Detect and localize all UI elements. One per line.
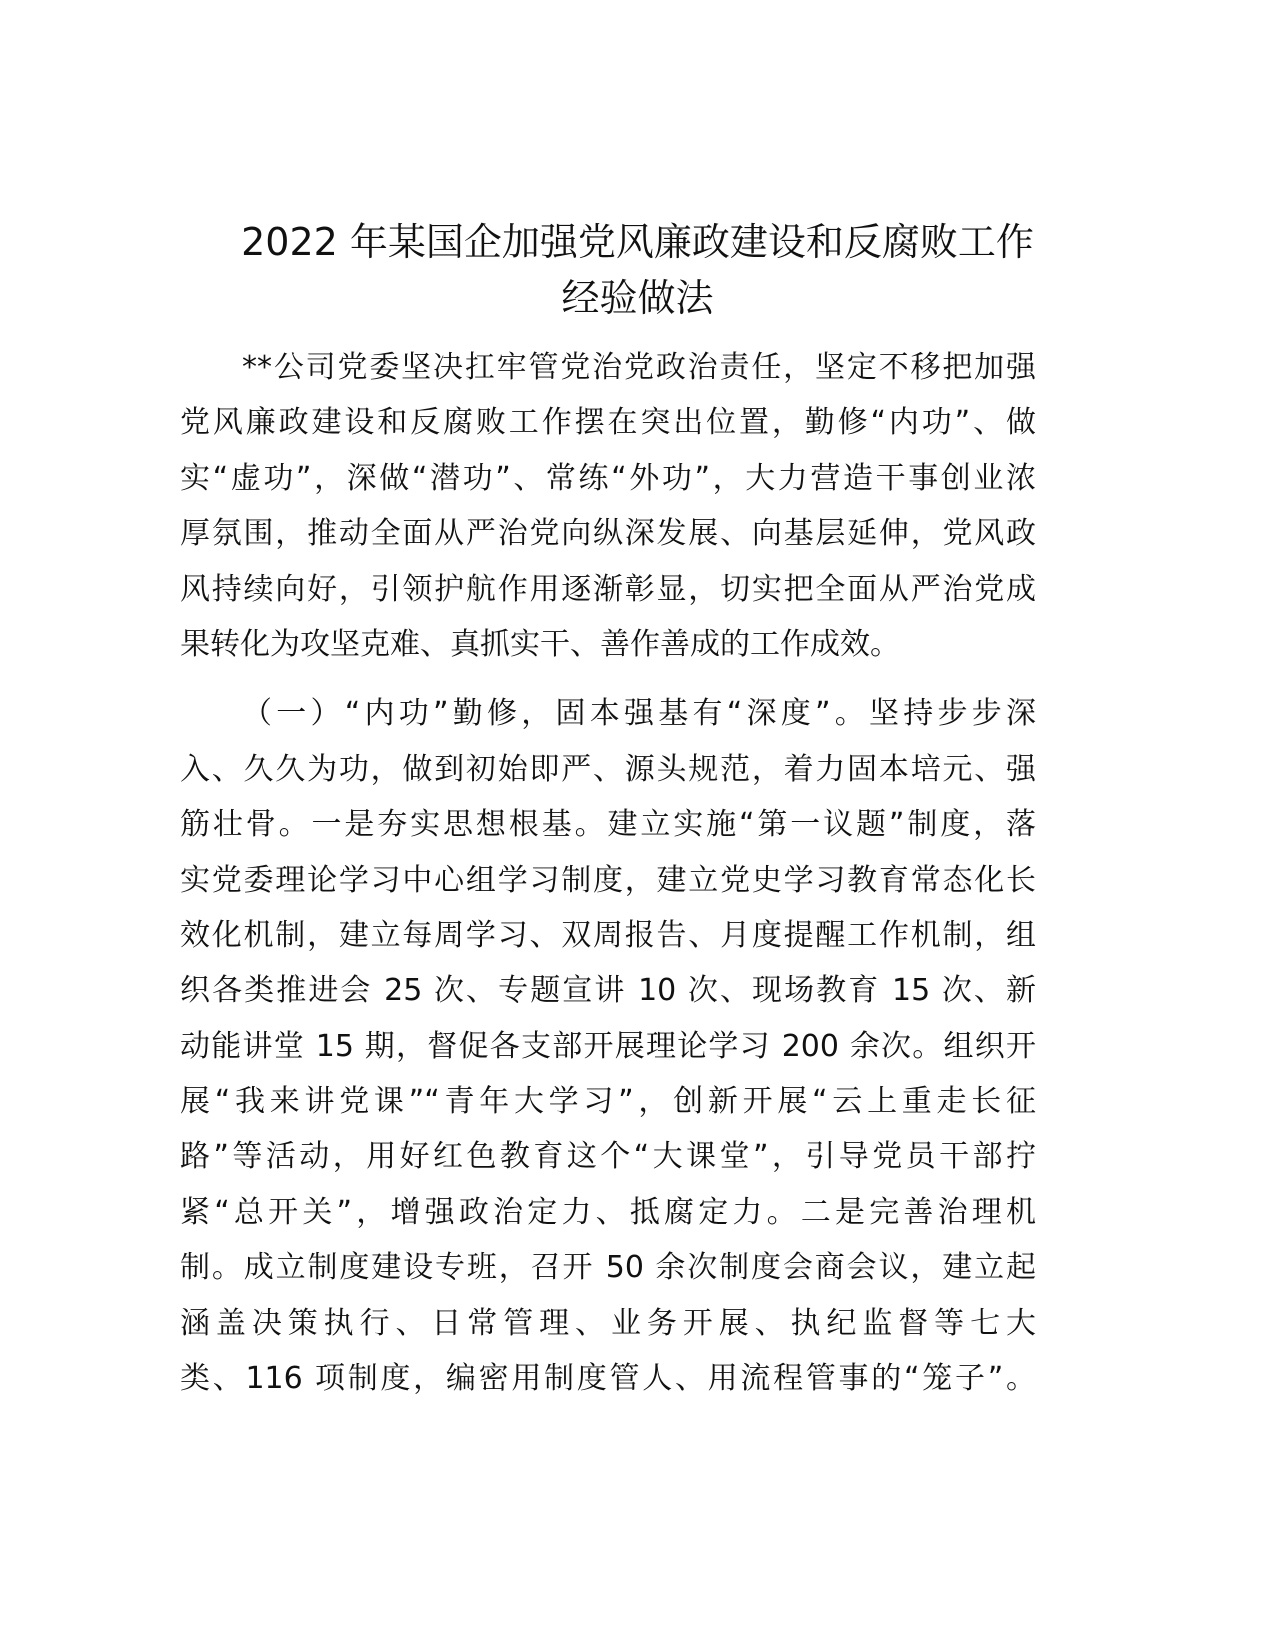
text-line: 制。成立制度建设专班，召开 50 余次制度会商会议，建立起 <box>180 1250 1036 1286</box>
text-line: 动能讲堂 15 期，督促各支部开展理论学习 200 余次。组织开 <box>180 1028 1036 1064</box>
text-line: 紧“总开关”，增强政治定力、抵腐定力。二是完善治理机 <box>180 1194 1036 1230</box>
text-line: 类、116 项制度，编密用制度管人、用流程管事的“笼子”。 <box>180 1361 1036 1397</box>
text-line: **公司党委坚决扛牢管党治党政治责任，坚定不移把加强 <box>242 350 1036 385</box>
document-body <box>180 340 1036 1406</box>
paragraph-intro <box>180 340 1036 672</box>
text-line: 筋壮骨。一是夯实思想根基。建立实施“第一议题”制度，落 <box>180 807 1036 843</box>
text-line: 展“我来讲党课”“青年大学习”，创新开展“云上重走长征 <box>180 1084 1036 1120</box>
text-line: 实“虚功”，深做“潜功”、常练“外功”，大力营造干事创业浓 <box>180 460 1036 496</box>
text-line: 实党委理论学习中心组学习制度，建立党史学习教育常态化长 <box>180 862 1036 898</box>
text-line: 路”等活动，用好红色教育这个“大课堂”，引导党员干部拧 <box>180 1139 1036 1175</box>
paragraph-gap <box>180 672 1036 686</box>
text-line: 果转化为攻坚克难、真抓实干、善作善成的工作成效。 <box>180 626 900 662</box>
text-line: 涵盖决策执行、日常管理、业务开展、执纪监督等七大 <box>180 1305 1036 1341</box>
text-line: 厚氛围，推动全面从严治党向纵深发展、向基层延伸，党风政 <box>180 516 1036 552</box>
paragraph-section-1 <box>180 686 1036 1406</box>
document-title-line-1: 2022 年某国企加强党风廉政建设和反腐败工作 <box>241 220 1034 264</box>
text-line: 风持续向好，引领护航作用逐渐彰显，切实把全面从严治党成 <box>180 571 1036 607</box>
document-title-line-2: 经验做法 <box>561 276 714 320</box>
text-line: （一）“内功”勤修，固本强基有“深度”。坚持步步深 <box>242 696 1036 732</box>
text-line: 织各类推进会 25 次、专题宣讲 10 次、现场教育 15 次、新 <box>180 973 1036 1009</box>
text-line: 党风廉政建设和反腐败工作摆在突出位置，勤修“内功”、做 <box>180 405 1036 441</box>
text-line: 入、久久为功，做到初始即严、源头规范，着力固本培元、强 <box>180 751 1036 787</box>
text-line: 效化机制，建立每周学习、双周报告、月度提醒工作机制，组 <box>180 917 1036 953</box>
